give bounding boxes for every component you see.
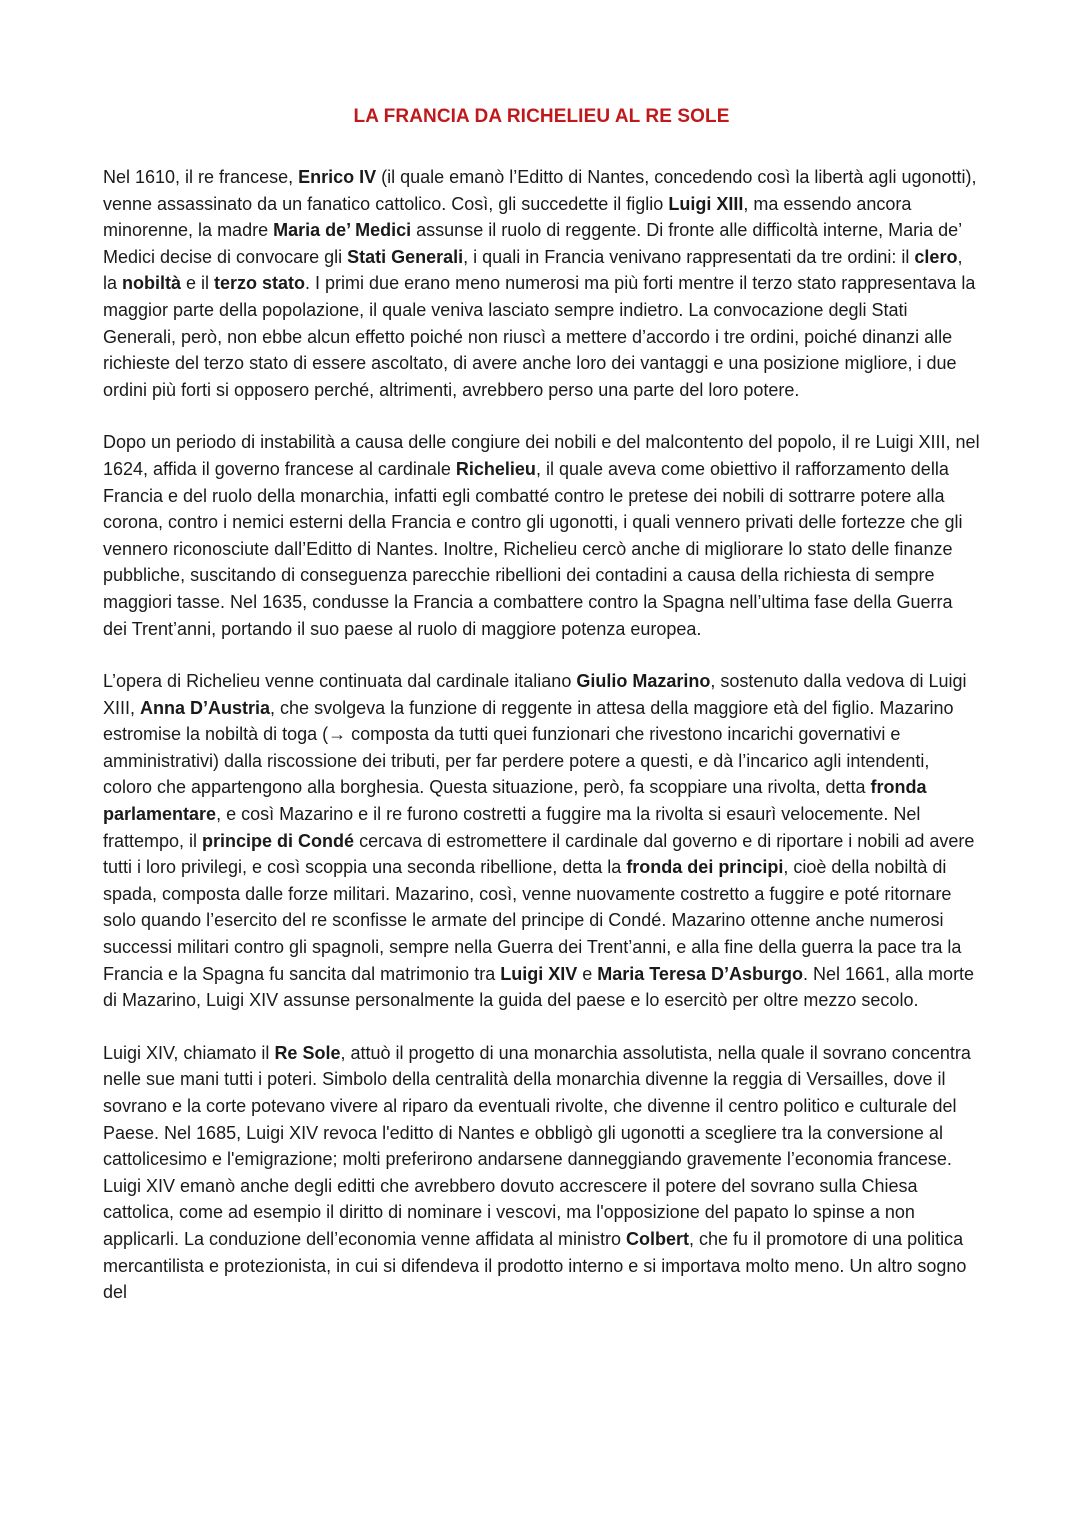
bold-term: fronda dei principi bbox=[626, 857, 784, 878]
bold-term: terzo stato bbox=[214, 273, 306, 294]
text-run: (il quale emanò l’Editto di Nantes, concedendo così la libertà agli ugonotti), venne assassinato da un fanatico cattolico. Così, gli succedette il figlio bbox=[103, 167, 977, 214]
text-run: assunse il ruolo di reggente. Di fronte alle difficoltà interne, Maria de’ Medici decise di convocare gli bbox=[103, 220, 962, 267]
text-run: Nel 1610, il re francese, bbox=[103, 167, 299, 187]
paragraph-mazarino bbox=[103, 668, 980, 1014]
text-run: , i quali in Francia venivano rappresentati da tre ordini: il bbox=[463, 246, 915, 267]
page-title: LA FRANCIA DA RICHELIEU AL RE SOLE bbox=[353, 106, 730, 127]
bold-term: Enrico IV bbox=[298, 167, 377, 187]
bold-term: Giulio Mazarino bbox=[576, 671, 711, 692]
text-run: , e così Mazarino e il re furono costretti a fuggire ma la rivolta si esaurì velocemente. Nel frattempo, il bbox=[103, 804, 921, 851]
bold-term: Richelieu bbox=[455, 458, 536, 479]
text-run: , che svolgeva la funzione di reggente in attesa della maggiore età del figlio. Mazarino estromise la nobiltà di toga (→ composta da tutti quei funzionari che rivestono incarichi governativi e amministrativi) dalla riscossione dei tributi, per far perdere potere a questi, e dà l’incarico agli intendenti, coloro che appartengono alla borghesia. Questa situazione, però, fa scoppiare una rivolta, detta bbox=[103, 697, 954, 798]
bold-term: Colbert bbox=[625, 1228, 689, 1249]
bold-term: Stati Generali bbox=[347, 246, 464, 267]
paragraph-richelieu bbox=[103, 429, 980, 642]
bold-term: Anna D’Austria bbox=[140, 697, 271, 718]
bold-term: clero bbox=[914, 246, 958, 267]
bold-term: Maria de’ Medici bbox=[273, 220, 412, 241]
text-run: . I primi due erano meno numerosi ma più forti mentre il terzo stato rappresentava la maggior parte della popolazione, il quale veniva lasciato sempre indietro. La convocazione degli Stati Generali, però, non ebbe alcun effetto poiché non riuscì a mettere d’accordo i tre ordini, poiché dinanzi alle richieste del terzo stato di essere ascoltato, di avere anche loro dei vantaggi e una posizione migliore, i due ordini più forti si opposero perché, altrimenti, avrebbero perso una parte del loro potere. bbox=[103, 273, 976, 400]
bold-term: principe di Condé bbox=[202, 830, 355, 851]
text-run: cercava di estromettere il cardinale dal governo e di riportare i nobili ad avere tutti i loro privilegi, e così scoppia una seconda ribellione, detta la bbox=[103, 830, 975, 878]
text-run: , il quale aveva come obiettivo il rafforzamento della Francia e del ruolo della monarchia, infatti egli combatté contro le pretese dei nobili di sottrarre potere alla corona, contro i nemici esterni della Francia e contro gli ugonotti, i quali vennero privati delle fortezze che gli vennero riconosciute dall’Editto di Nantes. Inoltre, Richelieu cercò anche di migliorare lo stato delle finanze pubbliche, suscitando di conseguenza parecchie ribellioni dei contadini a causa della richiesta di sempre maggiori tasse. Nel 1635, condusse la Francia a combattere contro la Spagna nell’ultima fase della Guerra dei Trent’anni, portando il suo paese al ruolo di maggiore potenza europea. bbox=[103, 458, 963, 639]
bold-term: fronda parlamentare bbox=[103, 777, 927, 825]
text-run: Luigi XIV, chiamato il bbox=[103, 1042, 275, 1063]
bold-term: Luigi XIII bbox=[668, 193, 744, 214]
bold-term: nobiltà bbox=[122, 273, 182, 294]
text-run: L’opera di Richelieu venne continuata dal cardinale italiano bbox=[103, 671, 577, 692]
text-run: e il bbox=[181, 273, 215, 294]
bold-term: Re Sole bbox=[274, 1042, 341, 1063]
bold-term: Maria Teresa D’Asburgo bbox=[597, 963, 803, 984]
text-run: , cioè della nobiltà di spada, composta dalle forze militari. Mazarino, così, venne nuovamente costretto a fuggire e poté ritornare solo quando l’esercito del re sconfisse le armate del principe di Condé. Mazarino ottenne anche numerosi successi militari contro gli spagnoli, sempre nella Guerra dei Trent’anni, e alla fine della guerra la pace tra la Francia e la Spagna fu sancita dal matrimonio tra bbox=[103, 857, 962, 984]
text-run: , ma essendo ancora minorenne, la madre bbox=[103, 193, 912, 241]
paragraph-enrico-iv bbox=[103, 164, 980, 403]
text-run: Dopo un periodo di instabilità a causa delle congiure dei nobili e del malcontento del popolo, il re Luigi XIII, nel 1624, affida il governo francese al cardinale bbox=[103, 432, 980, 479]
text-run: , attuò il progetto di una monarchia assolutista, nella quale il sovrano concentra nelle sue mani tutti i poteri. Simbolo della centralità della monarchia divenne la reggia di Versailles, dove il sovrano e la corte potevano vivere al riparo da eventuali rivolte, che divenne il centro politico e culturale del Paese. Nel 1685, Luigi XIV revoca l'editto di Nantes e obbligò gli ugonotti a scegliere tra la conversione al cattolicesimo e l'emigrazione; molti preferirono andarsene danneggiando gravemente l’economia francese. Luigi XIV emanò anche degli editti che avrebbero dovuto accrescere il potere del sovrano sulla Chiesa cattolica, come ad esempio il diritto di nominare i vescovi, ma l'opposizione del papato lo spinse a non applicarli. La conduzione dell’economia venne affidata al ministro bbox=[103, 1042, 971, 1249]
paragraph-re-sole bbox=[103, 1040, 980, 1306]
text-run: e bbox=[577, 963, 598, 984]
text-run: , che fu il promotore di una politica mercantilista e protezionista, in cui si difendeva il prodotto interno e si importava molto meno. Un altro sogno del bbox=[103, 1228, 967, 1303]
bold-term: Luigi XIV bbox=[500, 963, 578, 984]
text-run: , sostenuto dalla vedova di Luigi XIII, bbox=[103, 671, 967, 718]
text-run: . Nel 1661, alla morte di Mazarino, Luigi XIV assunse personalmente la guida del paese e lo esercitò per oltre mezzo secolo. bbox=[103, 963, 975, 1011]
text-run: , la bbox=[103, 246, 963, 294]
